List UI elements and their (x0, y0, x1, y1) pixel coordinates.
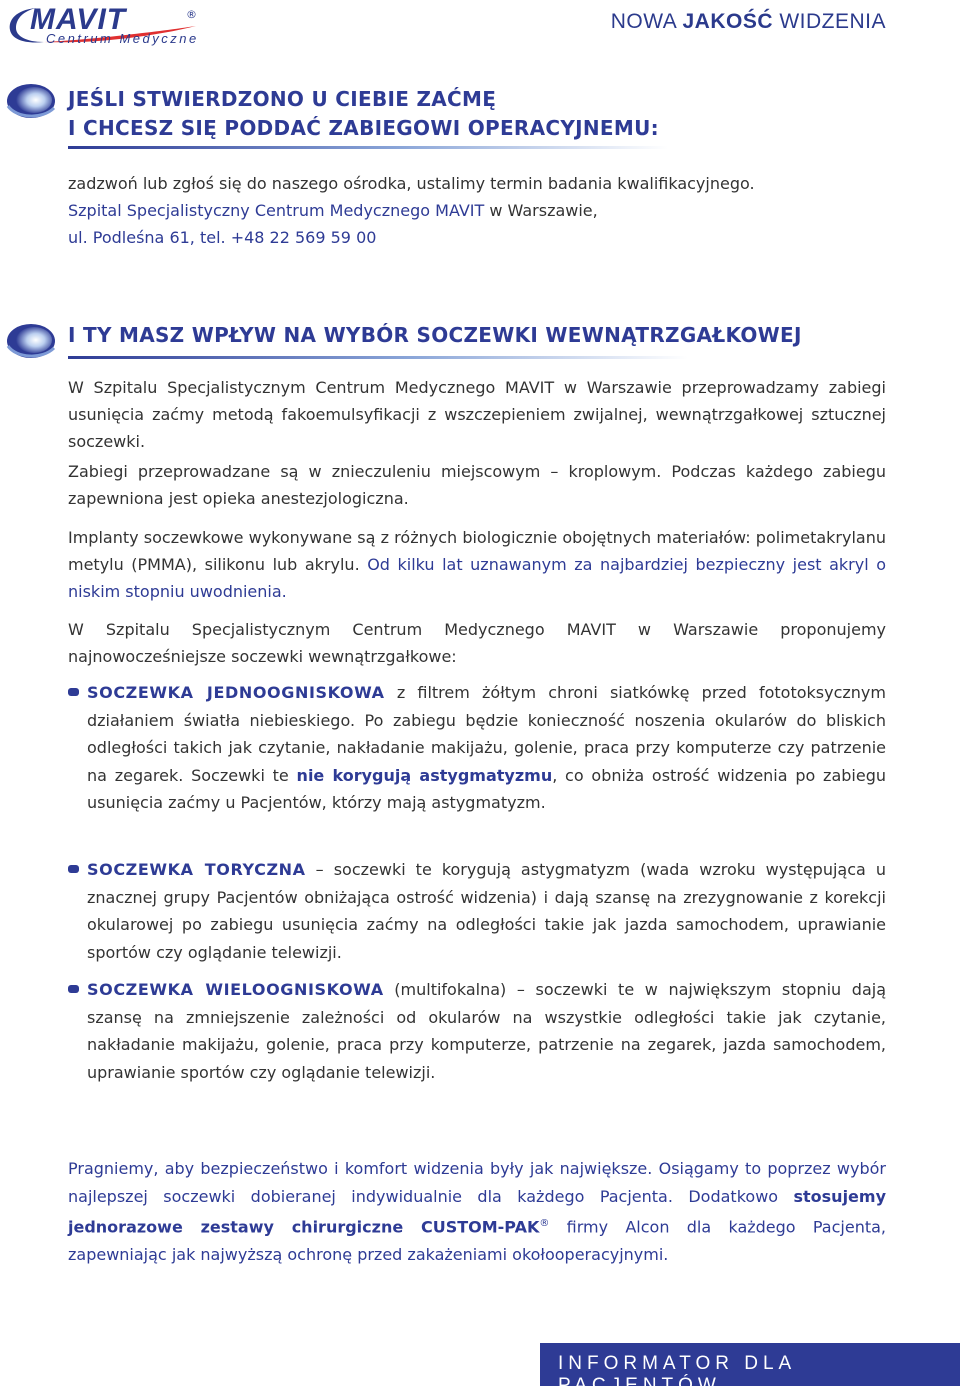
bullet-icon (68, 985, 79, 993)
paragraph-procedure: W Szpitalu Specjalistycznym Centrum Medycznego MAVIT w Warszawie przeprowadzamy zabiegi usunięcia zaćmy metodą fakoemulsyfikacji z wszczepieniem zwijalnej, wewnątrzgałkowej sztucznej soczewki. (68, 378, 886, 451)
section2-heading: I TY MASZ WPŁYW NA WYBÓR SOCZEWKI WEWNĄTRZGAŁKOWEJ (68, 323, 802, 347)
eye-icon (6, 82, 56, 120)
logo-registered-mark: ® (186, 8, 197, 21)
logo-subtitle: Centrum Medyczne (46, 31, 199, 46)
banner-label: INFORMATOR DLA PACJENTÓW (558, 1353, 796, 1396)
list-item-monofocal: SOCZEWKA JEDNOOGNISKOWA z filtrem żółtym chroni siatkówkę przed fototoksycznym działaniem światła niebieskiego. Po zabiegu będzie konieczność noszenia okularów do bliskich odległości takich jak czytanie, nakładanie makijażu, golenie, praca przy komputerze czy patrzenie na zegarek. Soczewki te nie korygują astygmatyzmu, co obniża ostrość widzenia po zabiegu usunięcia zaćmy u Pacjentów, którzy mają astygmatyzm. (87, 683, 886, 812)
list-item-multifocal: SOCZEWKA WIELOOGNISKOWA (multifokalna) – soczewki te w największym stopniu dają szansę na zmniejszenie zależności od okularów na wszystkie odległości takie jak czytanie, nakładanie makijażu, golenie, praca przy komputerze, patrzenie na zegarek, jazda samochodem, uprawianie sportów czy oglądanie telewizji. (87, 980, 887, 1082)
logo-text: MAVIT (30, 3, 127, 36)
section2-divider (68, 356, 688, 359)
informator-banner (540, 1343, 960, 1396)
paragraph-lens-intro: W Szpitalu Specjalistycznym Centrum Medycznego MAVIT w Warszawie proponujemy najnowocześniejsze soczewki wewnątrzgałkowe: (68, 620, 886, 666)
footer-safety-text: Pragniemy, aby bezpieczeństwo i komfort widzenia były jak największe. Osiągamy to poprzez wybór najlepszej soczewki dobieranej indywidualnie dla każdego Pacjenta. Dodatkowo stosujemy jednorazowe zestawy chirurgiczne CUSTOM-PAK® firmy Alcon dla każdego Pacjenta, zapewniając jak najwyższą ochronę przed zakażeniami okołooperacyjnymi. (68, 1159, 886, 1264)
mavit-logo (6, 2, 206, 46)
list-item-toric: SOCZEWKA TORYCZNA – soczewki te korygują astygmatyzm (wada wzroku występująca u znacznej grupy Pacjentów obniżająca ostrość widzenia) i dają szansę na zrezygnowanie z korekcji okularowej po zabiegu usunięcia zaćmy na odległości takie jak jazda samochodem, uprawianie sportów czy oglądanie telewizji. (87, 860, 886, 962)
section1-divider (68, 146, 668, 149)
tagline: NOWA JAKOŚĆ WIDZENIA (610, 10, 886, 33)
paragraph-anesthesia: Zabiegi przeprowadzane są w znieczuleniu miejscowym – kroplowym. Podczas każdego zabiegu zapewniona jest opieka anestezjologiczna. (68, 462, 886, 508)
eye-icon (6, 322, 56, 360)
section1-heading: JEŚLI STWIERDZONO U CIEBIE ZAĆMĘ I CHCESZ SIĘ PODDAĆ ZABIEGOWI OPERACYJNEMU: (68, 87, 659, 140)
bullet-icon (68, 865, 79, 873)
section1-contact: zadzwoń lub zgłoś się do naszego ośrodka, ustalimy termin badania kwalifikacyjnego. Szpital Specjalistyczny Centrum Medycznego MAVIT w Warszawie, ul. Podleśna 61, tel. +48 22 569 59 00 (68, 174, 755, 247)
bullet-icon (68, 688, 79, 696)
paragraph-implants: Implanty soczewkowe wykonywane są z różnych biologicznie obojętnych materiałów: polimetakrylanu metylu (PMMA), silikonu lub akrylu. Od kilku lat uznawanym za najbardziej bezpieczny jest akryl o niskim stopniu uwodnienia. (68, 528, 886, 601)
